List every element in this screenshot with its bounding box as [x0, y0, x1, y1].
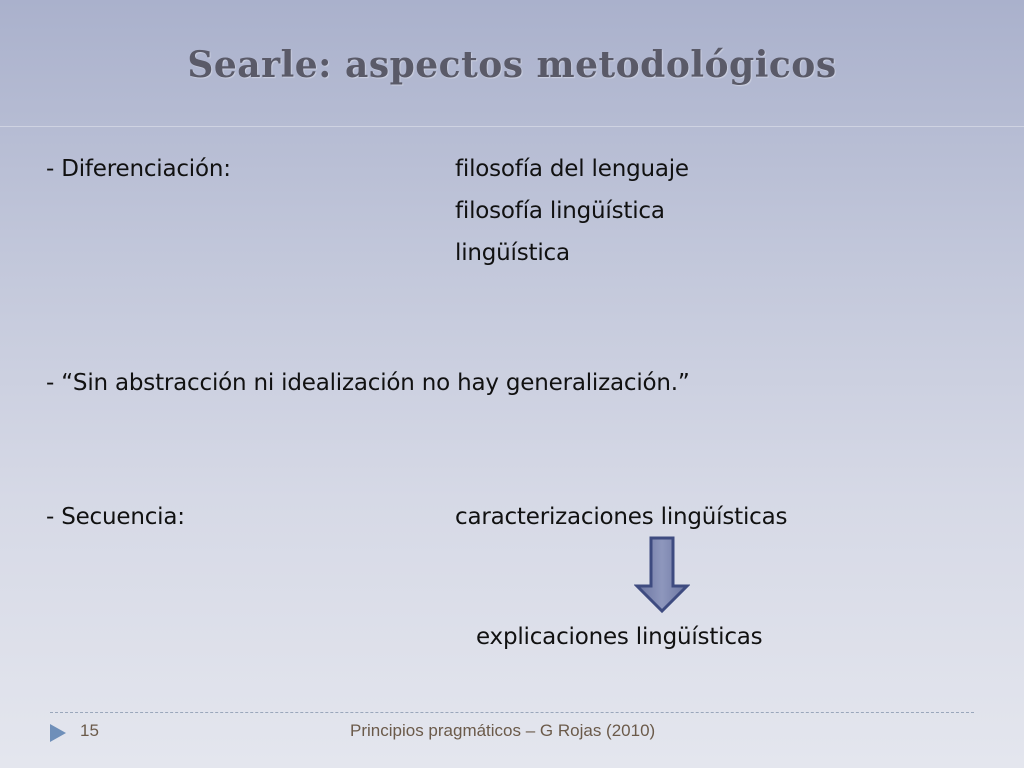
diferenciacion-item-1: filosofía del lenguaje [455, 156, 689, 182]
arrow-down-icon [634, 536, 690, 614]
footer-divider [50, 712, 974, 713]
title-divider [0, 126, 1024, 127]
secuencia-to: explicaciones lingüísticas [476, 624, 763, 650]
diferenciacion-item-2: filosofía lingüística [455, 198, 665, 224]
slide-title: Searle: aspectos metodológicos [187, 44, 837, 86]
secuencia-from: caracterizaciones lingüísticas [455, 504, 788, 530]
secuencia-label: - Secuencia: [46, 504, 185, 530]
diferenciacion-item-3: lingüística [455, 240, 570, 266]
slide-number: 15 [80, 721, 99, 740]
triangle-right-icon [49, 723, 67, 743]
diferenciacion-label: - Diferenciación: [46, 156, 231, 182]
footer-text: Principios pragmáticos – G Rojas (2010) [350, 721, 656, 740]
quote-text: - “Sin abstracción ni idealización no hay generalización.” [46, 370, 690, 396]
